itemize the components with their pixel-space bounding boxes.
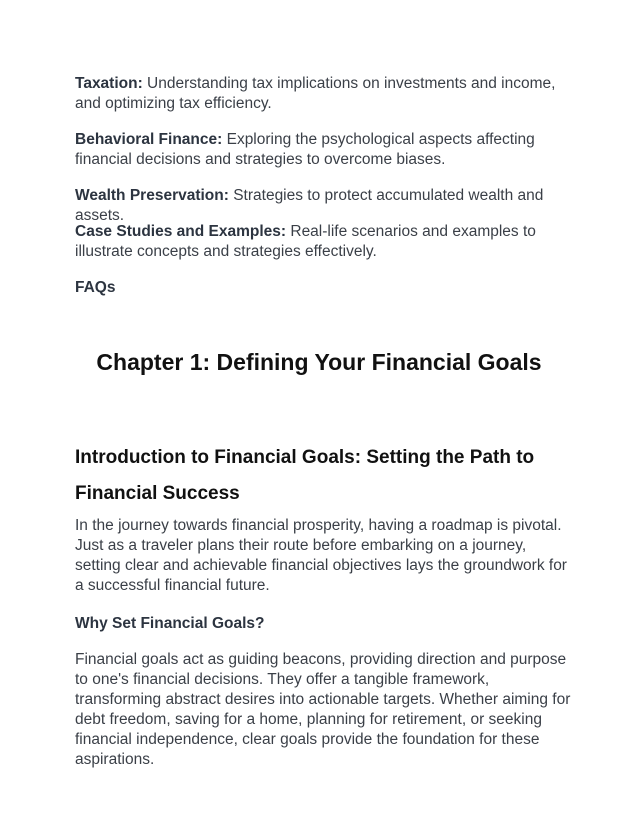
list-item-wealth-preservation [75, 186, 575, 226]
goals-paragraph: Financial goals act as guiding beacons, providing direction and purpose to one's financial decisions. They offer a tangible framework, transforming abstract desires into actionable targets. Whether aiming for debt freedom, saving for a home, planning for retirement, or seeking financial independence, clear goals provide the foundation for these aspirations. [75, 651, 571, 768]
desc-case-studies: Real-life scenarios and examples to illustrate concepts and strategies effectively. [75, 223, 536, 260]
chapter-title: Chapter 1: Defining Your Financial Goals [96, 349, 542, 375]
desc-wealth-preservation: Strategies to protect accumulated wealth and assets. [75, 187, 544, 224]
term-case-studies: Case Studies and Examples: [75, 223, 287, 240]
desc-behavioral-finance: Exploring the psychological aspects affecting financial decisions and strategies to overcome biases. [75, 131, 535, 168]
list-item-behavioral-finance [75, 130, 575, 170]
desc-taxation: Understanding tax implications on investments and income, and optimizing tax efficiency. [75, 75, 556, 112]
term-behavioral-finance: Behavioral Finance: [75, 131, 223, 148]
section-heading: Introduction to Financial Goals: Setting the Path to Financial Success [75, 447, 535, 504]
why-set-goals-heading: Why Set Financial Goals? [75, 615, 265, 632]
intro-paragraph: In the journey towards financial prosperity, having a roadmap is pivotal. Just as a traveler plans their route before embarking on a journey, setting clear and achievable financial objectives lays the groundwork for a successful financial future. [75, 517, 567, 594]
term-wealth-preservation: Wealth Preservation: [75, 187, 229, 204]
list-item-case-studies [75, 222, 575, 262]
faqs-label: FAQs [75, 279, 116, 296]
list-item-taxation [75, 74, 575, 114]
term-taxation: Taxation: [75, 75, 143, 92]
